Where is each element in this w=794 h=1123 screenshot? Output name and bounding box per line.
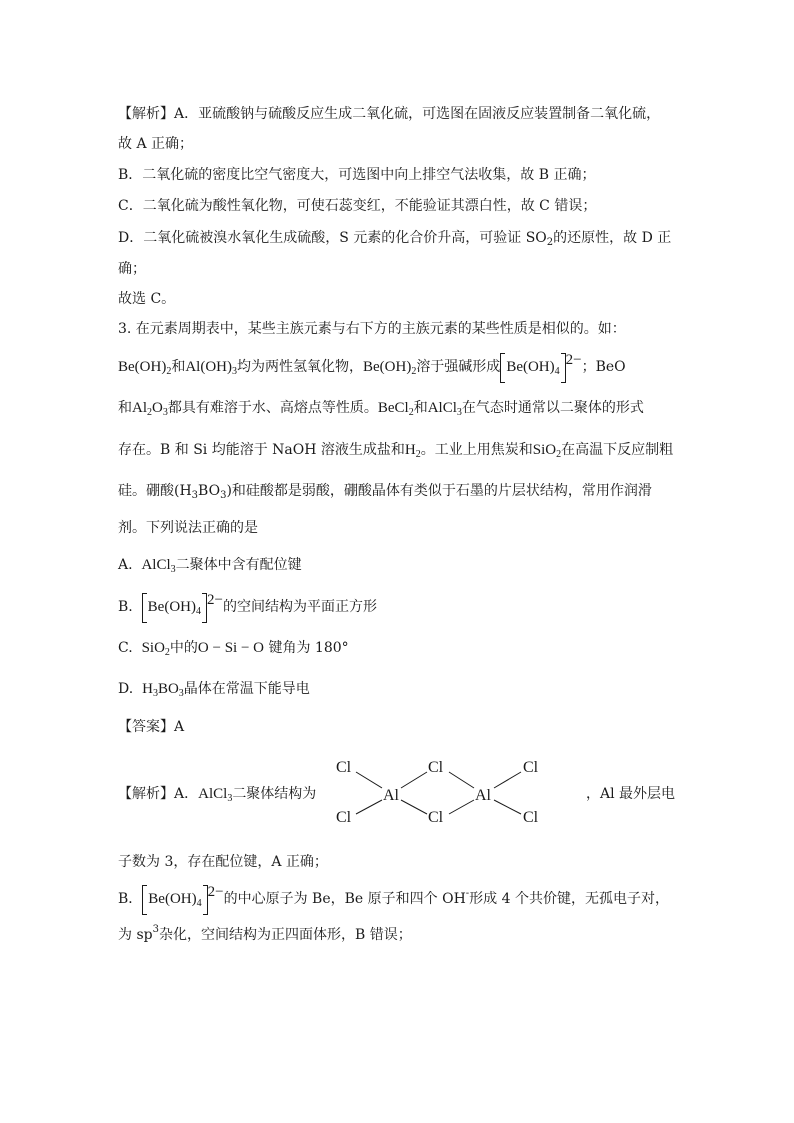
option-c: C. SiO$_2$中的O − Si − O 键角为 180° [118,640,349,658]
analysis-label: 【解析】 [118,106,174,122]
atom-cl: Cl [428,759,444,776]
atom-cl: Cl [336,809,352,826]
prev-analysis-c: C．二氧化硫为酸性氧化物，可使石蕊变红，不能验证其漂白性，故 C 错误； [118,198,597,214]
bond [401,800,427,814]
question-stem-2: $Be(OH)_2$和$Al(OH)_3$均为两性氢氧化物，$Be(OH)_2$溶于强碱形成 $Be(OH)_4^{2-}$；BeO [118,352,626,377]
question-stem-3: 和$Al_2O_3$都具有难溶于水、高熔点等性质。BeCl$_2$和AlCl$_3$在气态时通常以二聚体的形式 [118,400,644,418]
atom-al: Al [475,787,491,804]
bond [494,800,521,814]
answer: 【答案】A [118,719,185,735]
question-stem-4: 存在。B 和 Si 均能溶于 NaOH 溶液生成盐和$H_2$。工业上用焦炭和SiO$_2$在高温下反应制粗 [118,442,674,460]
analysis-a-post: ，Al 最外层电 [586,786,676,802]
question-stem-5: 硅。硼酸$(H_3BO_3)$和硅酸都是弱酸，硼酸晶体有类似于石墨的片层状结构，常用作润滑 [118,483,652,501]
analysis-b-cont: 为 $sp^3$杂化，空间结构为正四面体形，B 错误； [118,924,412,943]
prev-analysis-d-cont: 确； [118,261,146,277]
atom-cl: Cl [336,759,352,776]
bond [356,800,382,814]
atom-cl: Cl [523,759,539,776]
option-b: B. $Be(OH)_4^{2-}$的空间结构为平面正方形 [118,592,377,617]
analysis-b: B． $Be(OH)_4^{2-}$的中心原子为 Be，Be 原子和四个 OH-形成 4 个共价键，无孤电子对， [118,884,669,909]
bond [494,772,521,788]
prev-analysis-d: D．二氧化硫被溴水氧化生成硫酸，S 元素的化合价升高，可验证 $SO_2$的还原性，故 D 正 [118,230,672,248]
prev-analysis-a: 【解析】A．亚硫酸钠与硫酸反应生成二氧化硫，可选图在固液反应装置制备二氧化硫， [118,106,661,122]
atom-cl: Cl [428,809,444,826]
prev-analysis-b: B．二氧化硫的密度比空气密度大，可选图中向上排空气法收集，故 B 正确； [118,167,596,183]
bond [449,772,474,788]
analysis-a-cont: 子数为 3，存在配位键，A 正确； [118,854,328,870]
question-stem-1: 3. 在元素周期表中，某些主族元素与右下方的主族元素的某些性质是相似的。如： [118,321,626,337]
al2cl6-structure [328,752,558,832]
prev-analysis-a-cont: 故 A 正确； [118,136,194,152]
atom-al: Al [383,787,399,804]
complex-ion-formula: $Be(OH)_4$ [500,357,565,377]
bond [401,772,427,788]
prev-choice: 故选 C。 [118,291,176,307]
atom-cl: Cl [523,809,539,826]
bond [449,800,474,814]
analysis-a: 【解析】A．AlCl$_3$二聚体结构为 [118,786,317,804]
bond [356,772,382,788]
question-stem-6: 剂。下列说法正确的是 [118,520,258,536]
option-a: A. AlCl$_3$二聚体中含有配位键 [118,557,302,575]
option-d: D. $H_3BO_3$晶体在常温下能导电 [118,681,310,699]
